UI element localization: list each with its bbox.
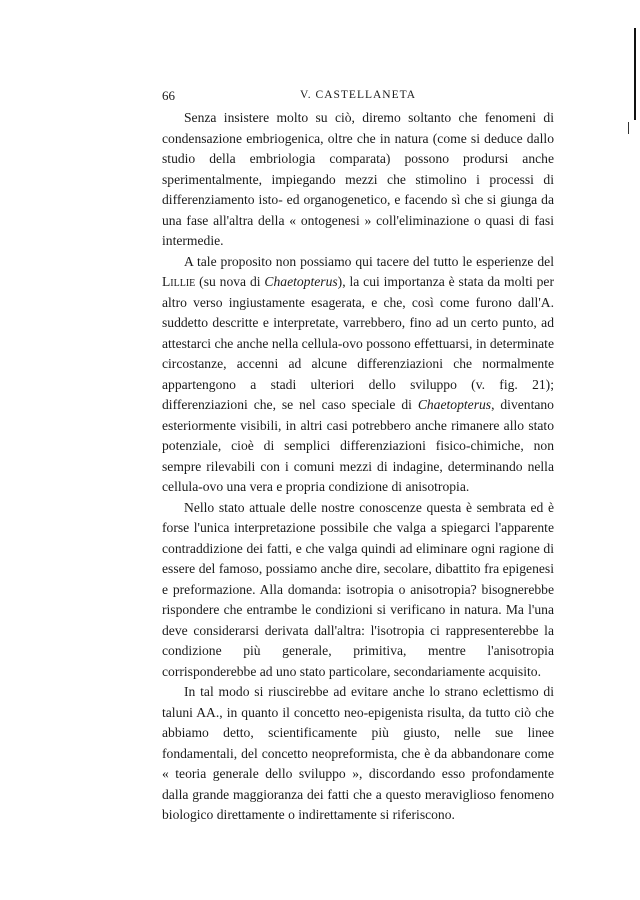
scan-mark [628,122,629,134]
paragraph-4: In tal modo si riuscirebbe ad evitare anche lo strano eclettismo di taluni AA., in quanto il concetto neo-epigenista risulta, da tutto ciò che abbiamo detto, scientificamente più giusto, nelle sue linee fondamentali, del concetto neopreformista, che è da abbandonare come « teoria generale dello sviluppo », discordando esso profondamente dalla grande maggioranza dei fatti che a questo meraviglioso fenomeno biologico direttamente o indirettamente si riferiscono. [162,684,554,822]
paragraph-1: Senza insistere molto su ciò, diremo soltanto che fenomeni di condensazione embriogenica, oltre che in natura (come si deduce dallo studio della embriologia comparata) possono prodursi anche sperimentalmente, impiegando mezzi che stimolino i processi di differenziamento isto- ed organogenetico, e facendo sì che si giunga da una fase all'altra della « ontogenesi » coll'eliminazione o quasi di fasi intermedie. [162,110,554,248]
body-text [162,108,554,826]
paragraph-2-text-a: A tale proposito non possiamo qui tacere del tutto le esperienze del [184,253,554,269]
genus-name: Chaetopterus [264,274,338,289]
running-title: V. CASTELLANETA [299,89,417,101]
page-number: 66 [162,88,175,103]
book-page [162,88,554,826]
paragraph-2-text-b: (su nova di [195,274,265,289]
scan-border-edge [634,28,636,120]
running-head [162,88,554,106]
paragraph-2 [162,252,554,498]
paragraph-2-text-d: , diventano esteriormente visibili, in altri casi potrebbero anche rimanere allo stato potenziale, cioè di semplici differenziazioni fisico-chimiche, non sempre rilevabili con i comuni mezzi di indagine, determinando nella cellula-ovo una vera e propria condizione di anisotropia. [162,397,554,494]
paragraph-3: Nello stato attuale delle nostre conoscenze questa è sembrata ed è forse l'unica interpretazione possibile che valga a spiegarci l'apparente contraddizione dei fatti, e che valga quindi ad eliminare ogni ragione di essere del famoso, possiamo anche dire, secolare, dibattito fra epigenesi e preformazione. Alla domanda: isotropia o anisotropia? bisognerebbe rispondere che entrambe le condizioni si verificano in natura. Ma l'una deve considerarsi derivata dall'altra: l'isotropia ci rappresenterebbe la condizione più generale, primitiva, mentre l'anisotropia corrisponderebbe ad uno stato particolare, secondariamente acquisito. [162,499,554,679]
genus-name-2: Chaetopterus [417,397,492,412]
author-name: Lillie [162,274,196,289]
paragraph-2-text-c: ), la cui importanza è stata da molti per altro verso ingiustamente esagerata, e che, così come furono dall'A. suddetto descritte e interpretate, varrebbero, fino ad un certo punto, ad attestarci che anche nella cellula-ovo possono effettuarsi, in determinate circostanze, accenni ad alcune differenziazioni che normalmente appartengono a stadi ulteriori dello sviluppo (v. fig. 21); differenziazioni che, se nel caso speciale di [162,274,554,412]
